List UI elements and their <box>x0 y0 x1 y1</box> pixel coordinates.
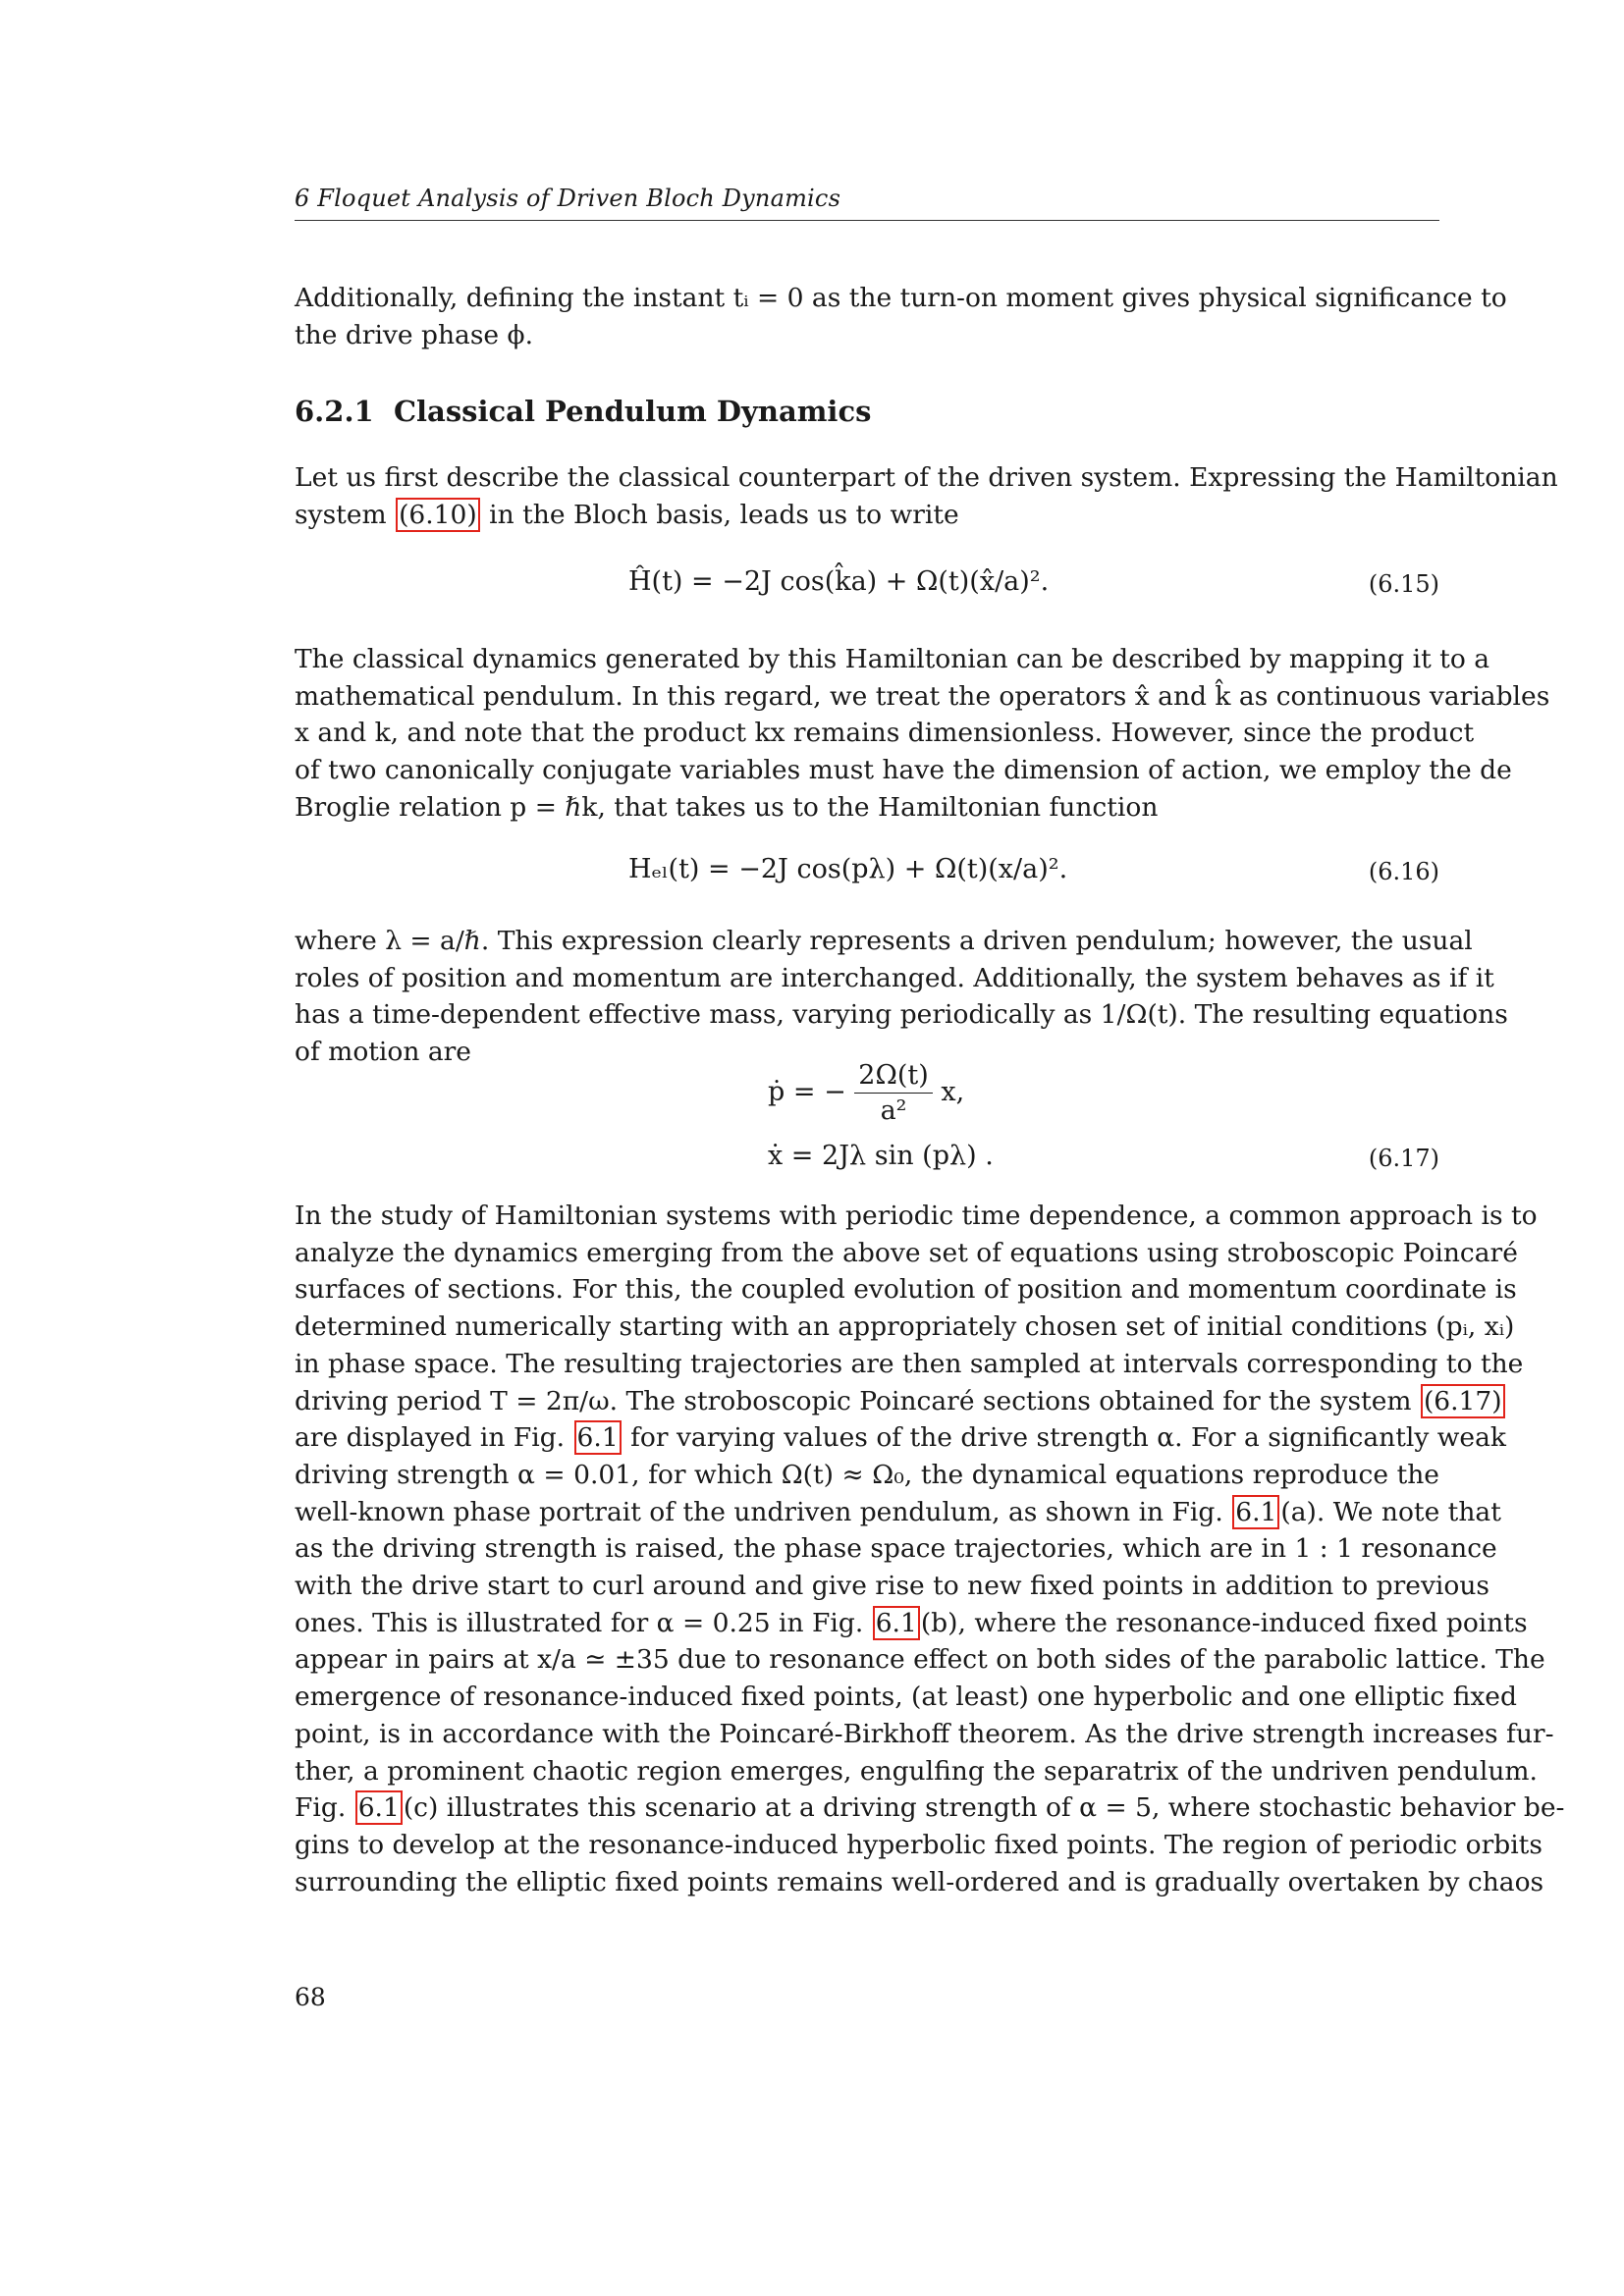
equation-number: (6.17) <box>1368 1145 1439 1172</box>
text-line: ther, a prominent chaotic region emerges, engulfing the separatrix of the undriven pendulum. <box>295 1755 1538 1787</box>
text-line <box>295 497 1439 534</box>
text-fragment: (b), where the resonance-induced fixed points <box>920 1607 1528 1638</box>
running-head: 6 Floquet Analysis of Driven Bloch Dynamics <box>295 185 1439 221</box>
text-line: x and k, and note that the product kx remains dimensionless. However, since the product <box>295 718 1475 749</box>
text-fragment: are displayed in Fig. <box>295 1422 573 1454</box>
text-line: has a time-dependent effective mass, varying periodically as 1/Ω(t). The resulting equations <box>295 999 1508 1031</box>
equation-body: ẋ = 2Jλ sin (pλ) . <box>768 1141 994 1171</box>
text-line: in phase space. The resulting trajectories are then sampled at intervals corresponding to the <box>295 1348 1524 1379</box>
text-fragment: (a). We note that <box>1280 1496 1501 1527</box>
equation-link[interactable]: (6.17) <box>1421 1384 1505 1418</box>
equation-link[interactable]: (6.10) <box>396 498 480 532</box>
text-line <box>295 1605 1528 1642</box>
text-line: as the driving strength is raised, the phase space trajectories, which are in 1 : 1 resonance <box>295 1533 1497 1565</box>
figure-link[interactable]: 6.1 <box>574 1420 622 1455</box>
text-line: surfaces of sections. For this, the coupled evolution of position and momentum coordinate is <box>295 1274 1517 1306</box>
fraction-denominator: a² <box>880 1095 907 1126</box>
text-line: with the drive start to curl around and give rise to new fixed points in addition to previous <box>295 1571 1490 1602</box>
text-line: the drive phase ϕ. <box>295 319 534 350</box>
text-line: analyze the dynamics emerging from the above set of equations using stroboscopic Poincaré <box>295 1237 1518 1268</box>
equation-rhs: x, <box>941 1077 965 1107</box>
text-line: emergence of resonance-induced fixed points, (at least) one hyperbolic and one elliptic fixed <box>295 1682 1517 1713</box>
text-fragment: system <box>295 499 396 530</box>
equation-body: Hₑₗ(t) = −2J cos(pλ) + Ω(t)(x/a)². <box>628 854 1068 884</box>
equation-fraction <box>854 1060 932 1126</box>
text-line: appear in pairs at x/a ≃ ±35 due to resonance effect on both sides of the parabolic lattice. The <box>295 1644 1545 1676</box>
text-line <box>295 1494 1501 1531</box>
equation-lhs: ṗ = − <box>768 1077 846 1107</box>
section-number: 6.2.1 <box>295 395 374 428</box>
paragraph-5 <box>295 1198 1565 1900</box>
equation-6-17-line-1 <box>295 1060 1439 1126</box>
paragraph-3 <box>295 641 1550 827</box>
text-line: In the study of Hamiltonian systems with periodic time dependence, a common approach is to <box>295 1201 1538 1231</box>
text-line: roles of position and momentum are interchanged. Additionally, the system behaves as if it <box>295 962 1494 993</box>
text-line: gins to develop at the resonance-induced hyperbolic fixed points. The region of periodic orbits <box>295 1829 1543 1860</box>
text-line: determined numerically starting with an appropriately chosen set of initial conditions (pᵢ, xᵢ) <box>295 1311 1515 1343</box>
text-fragment: driving period T = 2π/ω. The stroboscopic Poincaré sections obtained for the system <box>295 1385 1420 1416</box>
text-line: point, is in accordance with the Poincaré-Birkhoff theorem. As the drive strength increases fur- <box>295 1718 1554 1749</box>
equation-number: (6.15) <box>1368 570 1439 598</box>
equation-6-15 <box>295 566 1439 606</box>
figure-link[interactable]: 6.1 <box>355 1790 403 1825</box>
text-fragment: (c) illustrates this scenario at a driving strength of α = 5, where stochastic behavior be- <box>403 1792 1565 1824</box>
text-fragment: well-known phase portrait of the undriven pendulum, as shown in Fig. <box>295 1496 1232 1527</box>
text-line: mathematical pendulum. In this regard, we treat the operators x̂ and k̂ as continuous variables <box>295 680 1550 712</box>
text-fragment: for varying values of the drive strength α. For a significantly weak <box>622 1422 1506 1454</box>
section-heading <box>295 395 871 428</box>
text-line: Let us first describe the classical counterpart of the driven system. Expressing the Hamiltonian <box>295 462 1558 493</box>
equation-6-16 <box>295 854 1439 893</box>
text-line: of motion are <box>295 1037 471 1068</box>
text-line <box>295 1789 1565 1827</box>
text-line <box>295 1419 1506 1457</box>
text-line <box>295 1383 1502 1420</box>
text-line: where λ = a/ℏ. This expression clearly represents a driven pendulum; however, the usual <box>295 926 1473 956</box>
text-fragment: in the Bloch basis, leads us to write <box>480 499 959 530</box>
text-fragment: Fig. <box>295 1792 354 1824</box>
figure-link[interactable]: 6.1 <box>1232 1495 1279 1529</box>
equation-body: Ĥ(t) = −2J cos(k̂a) + Ω(t)(x̂/a)². <box>628 566 1050 597</box>
page-number: 68 <box>295 1983 326 2011</box>
equation-6-17-line-2 <box>295 1141 1439 1180</box>
text-line: surrounding the elliptic fixed points remains well-ordered and is gradually overtaken by chaos <box>295 1866 1544 1897</box>
paragraph-1 <box>295 280 1507 353</box>
paragraph-4 <box>295 923 1508 1071</box>
section-title: Classical Pendulum Dynamics <box>393 395 872 428</box>
equation-body <box>768 1060 964 1126</box>
text-line: Broglie relation p = ℏk, that takes us to the Hamiltonian function <box>295 791 1159 823</box>
text-line: Additionally, defining the instant tᵢ = 0 as the turn-on moment gives physical significance to <box>295 283 1507 313</box>
figure-link[interactable]: 6.1 <box>873 1606 920 1640</box>
equation-number: (6.16) <box>1368 858 1439 885</box>
text-fragment: ones. This is illustrated for α = 0.25 in Fig. <box>295 1607 872 1638</box>
fraction-numerator: 2Ω(t) <box>854 1060 932 1094</box>
paragraph-2 <box>295 459 1558 533</box>
text-line: The classical dynamics generated by this Hamiltonian can be described by mapping it to a <box>295 644 1490 674</box>
text-line: of two canonically conjugate variables must have the dimension of action, we employ the de <box>295 755 1512 786</box>
text-line: driving strength α = 0.01, for which Ω(t) ≈ Ω₀, the dynamical equations reproduce the <box>295 1459 1439 1490</box>
